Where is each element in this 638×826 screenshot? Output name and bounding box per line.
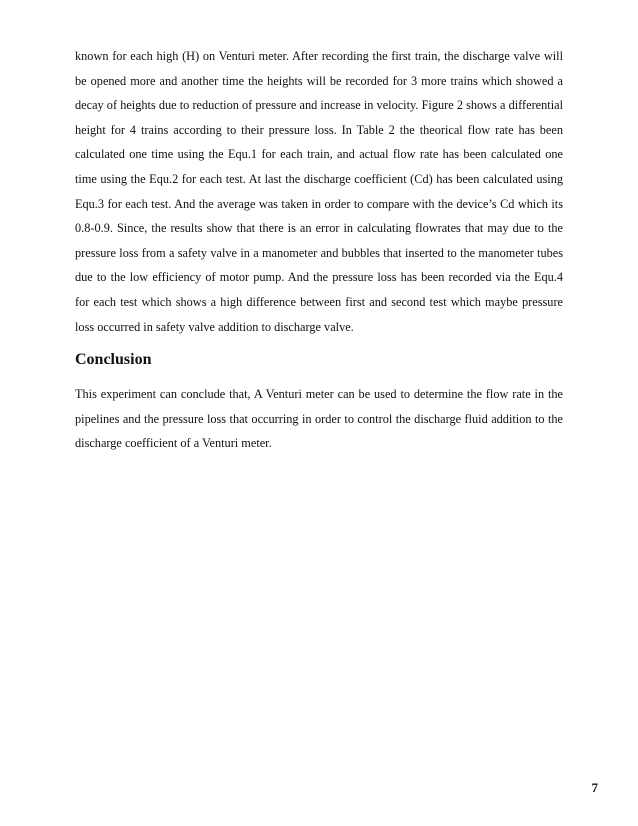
paragraph-line: decay of heights due to reduction of pressure and increase in velocity. Figure 2 shows a differential — [75, 98, 563, 113]
paragraph-line: for each test which shows a high difference between first and second test which maybe pressure — [75, 294, 563, 309]
paragraph-line: be opened more and another time the heights will be recorded for 3 more trains which showed a — [75, 73, 563, 88]
paragraph-line: loss occurred in safety valve addition to discharge valve. — [75, 319, 354, 334]
paragraph-line: pipelines and the pressure loss that occurring in order to control the discharge fluid addition to the — [75, 411, 563, 426]
page-number: 7 — [591, 780, 598, 795]
paragraph-line: Equ.3 for each test. And the average was taken in order to compare with the device’s Cd which its — [75, 196, 563, 211]
paragraph-line: 0.8-0.9. Since, the results show that there is an error in calculating flowrates that may due to the — [75, 221, 563, 236]
paragraph-line: time using the Equ.2 for each test. At last the discharge coefficient (Cd) has been calculated using — [75, 171, 563, 186]
conclusion-paragraph — [75, 382, 563, 456]
paragraph-line: This experiment can conclude that, A Venturi meter can be used to determine the flow rate in the — [75, 387, 563, 401]
conclusion-heading: Conclusion — [75, 351, 152, 368]
paragraph-line: height for 4 trains according to their pressure loss. In Table 2 the theorical flow rate has been — [75, 122, 563, 137]
paragraph-line: pressure loss from a safety valve in a manometer and bubbles that inserted to the manometer tubes — [75, 245, 563, 260]
paragraph-line: discharge coefficient of a Venturi meter. — [75, 436, 272, 451]
discussion-paragraph — [75, 44, 563, 339]
paragraph-line: known for each high (H) on Venturi meter. After recording the first train, the discharge valve will — [75, 49, 563, 63]
paragraph-line: calculated one time using the Equ.1 for each train, and actual flow rate has been calculated one — [75, 147, 563, 162]
paragraph-line: due to the low efficiency of motor pump. And the pressure loss has been recorded via the Equ.4 — [75, 270, 563, 285]
